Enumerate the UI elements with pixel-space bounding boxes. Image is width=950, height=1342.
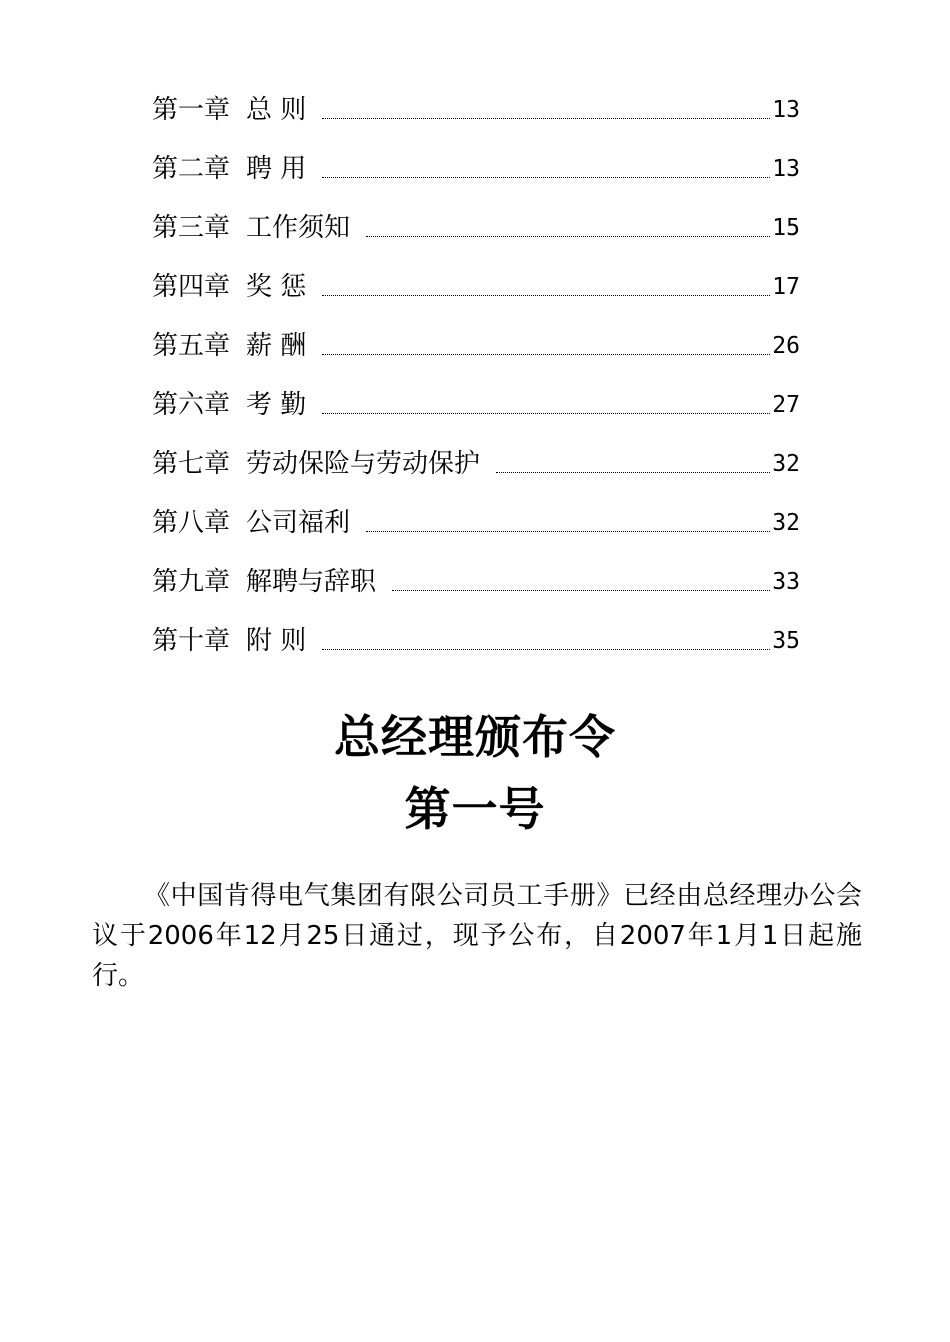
decree-heading: 总经理颁布令 <box>334 710 616 764</box>
toc-chapter-title: 薪 酬 <box>246 331 307 361</box>
toc-entry-8[interactable] <box>152 479 800 538</box>
toc-page-number: 15 <box>772 215 800 241</box>
toc-page-number: 26 <box>772 333 800 359</box>
toc-dot-leader <box>366 235 770 237</box>
toc-dot-leader <box>322 412 770 414</box>
table-of-contents <box>152 66 800 656</box>
toc-chapter-title: 劳动保险与劳动保护 <box>246 449 481 479</box>
toc-chapter-number: 第一章 <box>152 95 231 125</box>
toc-chapter-title: 解聘与辞职 <box>246 567 377 597</box>
toc-dot-leader <box>322 117 770 119</box>
toc-entry-2[interactable] <box>152 125 800 184</box>
toc-dot-leader <box>366 530 770 532</box>
toc-dot-leader <box>322 648 770 650</box>
toc-chapter-number: 第三章 <box>152 213 231 243</box>
toc-page-number: 17 <box>772 274 800 300</box>
toc-entry-6[interactable] <box>152 361 800 420</box>
toc-chapter-number: 第二章 <box>152 154 231 184</box>
toc-chapter-title: 附 则 <box>246 626 307 656</box>
toc-dot-leader <box>496 471 770 473</box>
toc-entry-5[interactable] <box>152 302 800 361</box>
toc-chapter-title: 奖 惩 <box>246 272 307 302</box>
decree-body-text: 《中国肯得电气集团有限公司员工手册》已经由总经理办公会议于2006年12月25日通过，现予公布，自2007年1月1日起施行。 <box>92 881 862 991</box>
toc-page-number: 13 <box>772 97 800 123</box>
toc-entry-4[interactable] <box>152 243 800 302</box>
toc-chapter-title: 公司福利 <box>246 508 351 538</box>
toc-page-number: 35 <box>772 628 800 654</box>
toc-entry-1[interactable] <box>152 66 800 125</box>
toc-chapter-number: 第七章 <box>152 449 231 479</box>
toc-chapter-number: 第四章 <box>152 272 231 302</box>
toc-dot-leader <box>322 353 770 355</box>
toc-chapter-title: 考 勤 <box>246 390 307 420</box>
decree-number: 第一号 <box>404 782 546 836</box>
toc-entry-10[interactable] <box>152 597 800 656</box>
toc-chapter-number: 第八章 <box>152 508 231 538</box>
toc-chapter-title: 工作须知 <box>246 213 351 243</box>
toc-dot-leader <box>392 589 770 591</box>
toc-entry-3[interactable] <box>152 184 800 243</box>
toc-chapter-title: 聘 用 <box>246 154 307 184</box>
toc-page-number: 32 <box>772 451 800 477</box>
toc-entry-9[interactable] <box>152 538 800 597</box>
toc-page-number: 13 <box>772 156 800 182</box>
toc-chapter-number: 第五章 <box>152 331 231 361</box>
toc-page-number: 27 <box>772 392 800 418</box>
toc-dot-leader <box>322 294 770 296</box>
toc-page-number: 33 <box>772 569 800 595</box>
toc-chapter-number: 第九章 <box>152 567 231 597</box>
toc-dot-leader <box>322 176 770 178</box>
toc-chapter-title: 总 则 <box>246 95 307 125</box>
toc-chapter-number: 第六章 <box>152 390 231 420</box>
toc-entry-7[interactable] <box>152 420 800 479</box>
toc-chapter-number: 第十章 <box>152 626 231 656</box>
toc-page-number: 32 <box>772 510 800 536</box>
